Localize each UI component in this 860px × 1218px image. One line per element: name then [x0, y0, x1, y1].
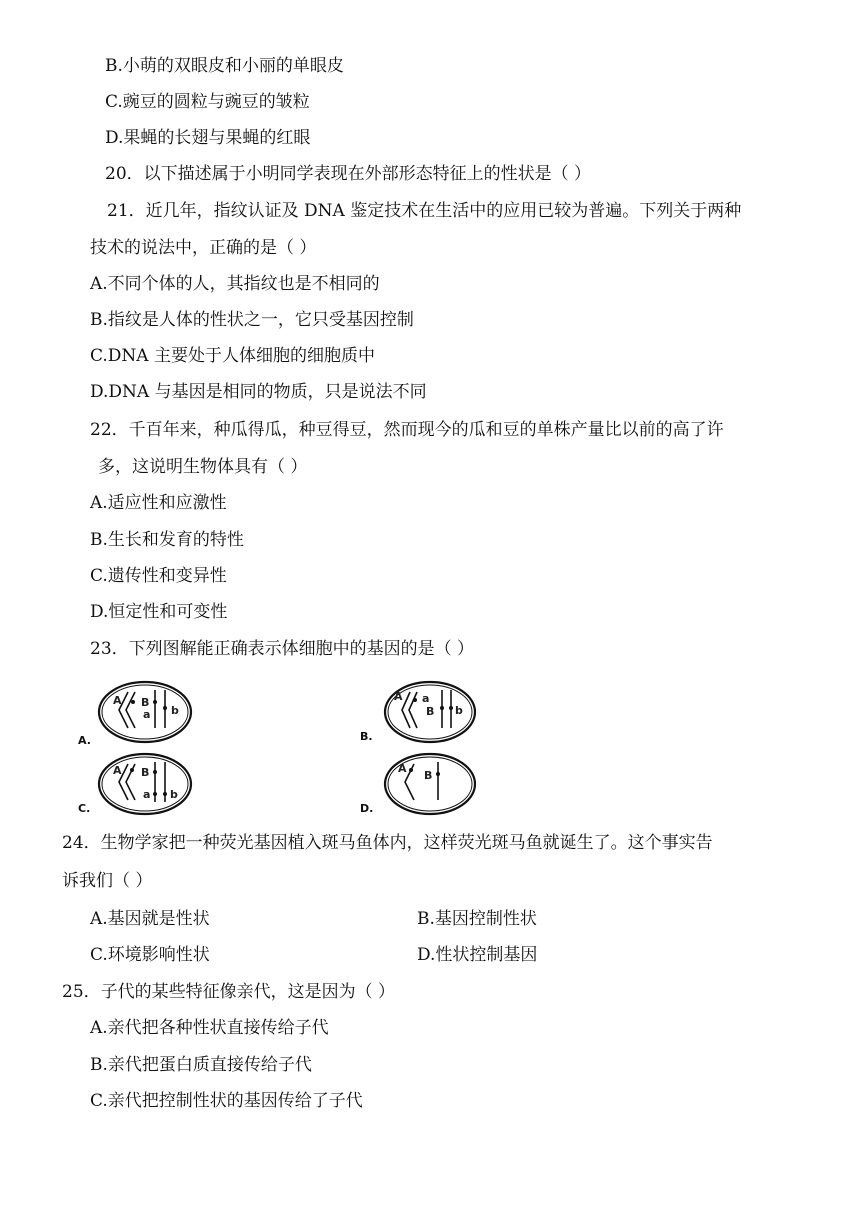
q21-stem-line1: 21．近几年，指纹认证及 DNA 鉴定技术在生活中的应用已较为普遍。下列关于两种 — [107, 201, 742, 221]
q22-stem-line2: 多，这说明生物体具有（ ） — [98, 457, 308, 477]
cell-diagram-a — [95, 678, 197, 746]
gene-label: B — [426, 705, 435, 718]
q21-option-d: D.DNA 与基因是相同的物质，只是说法不同 — [90, 382, 427, 402]
figure-d-label: D. — [360, 802, 374, 815]
q19-option-c: C.豌豆的圆粒与豌豆的皱粒 — [105, 92, 310, 112]
q24-stem-line2: 诉我们（ ） — [62, 871, 153, 891]
q24-option-a: A.基因就是性状 — [90, 909, 210, 929]
q24-stem-line1: 24．生物学家把一种荧光基因植入斑马鱼体内，这样荧光斑马鱼就诞生了。这个事实告 — [62, 833, 713, 853]
cell-diagram-c — [95, 750, 197, 818]
q25-option-b: B.亲代把蛋白质直接传给子代 — [90, 1055, 312, 1075]
gene-label: a — [143, 708, 151, 721]
q22-stem-line1: 22．千百年来，种瓜得瓜，种豆得豆，然而现今的瓜和豆的单株产量比以前的高了许 — [90, 420, 724, 440]
q21-option-a: A.不同个体的人，其指纹也是不相同的 — [90, 274, 380, 294]
figure-a-label: A. — [78, 734, 91, 747]
q24-option-c: C.环境影响性状 — [90, 945, 210, 965]
q24-option-b: B.基因控制性状 — [417, 909, 537, 929]
gene-label: a — [422, 692, 430, 705]
q19-option-d: D.果蝇的长翅与果蝇的红眼 — [105, 128, 311, 148]
figure-c-label: C. — [78, 802, 91, 815]
q21-option-c: C.DNA 主要处于人体细胞的细胞质中 — [90, 346, 375, 366]
gene-label: A — [113, 694, 122, 707]
gene-label: B — [141, 766, 150, 779]
q24-options-row1 — [90, 907, 830, 931]
q25-stem: 25．子代的某些特征像亲代，这是因为（ ） — [62, 982, 396, 1002]
q22-option-a: A.适应性和应激性 — [90, 493, 227, 513]
q25-option-c: C.亲代把控制性状的基因传给了子代 — [90, 1091, 363, 1111]
q23-stem: 23．下列图解能正确表示体细胞中的基因的是（ ） — [90, 639, 475, 659]
gene-label: A — [398, 762, 407, 775]
q24-option-d: D.性状控制基因 — [417, 945, 538, 965]
q21-stem-line2: 技术的说法中，正确的是（ ） — [90, 238, 317, 258]
gene-label: B — [141, 696, 150, 709]
cell-diagram-d — [380, 750, 480, 818]
q22-option-c: C.遗传性和变异性 — [90, 566, 227, 586]
cell-diagram-b — [380, 678, 480, 746]
figure-b-label: B. — [360, 730, 373, 743]
gene-label: b — [455, 704, 463, 717]
gene-label: A — [113, 764, 122, 777]
gene-label: a — [143, 788, 151, 801]
q24-options-row2 — [90, 943, 830, 967]
q25-option-a: A.亲代把各种性状直接传给子代 — [90, 1018, 329, 1038]
q19-option-b: B.小萌的双眼皮和小丽的单眼皮 — [105, 56, 344, 76]
q22-option-b: B.生长和发育的特性 — [90, 530, 244, 550]
gene-label: b — [171, 704, 179, 717]
q22-option-d: D.恒定性和可变性 — [90, 602, 228, 622]
gene-label: b — [170, 788, 178, 801]
gene-label: B — [424, 769, 433, 782]
gene-label: A — [394, 690, 403, 703]
q20-stem: 20．以下描述属于小明同学表现在外部形态特征上的性状是（ ） — [105, 164, 592, 184]
q21-option-b: B.指纹是人体的性状之一，它只受基因控制 — [90, 310, 414, 330]
